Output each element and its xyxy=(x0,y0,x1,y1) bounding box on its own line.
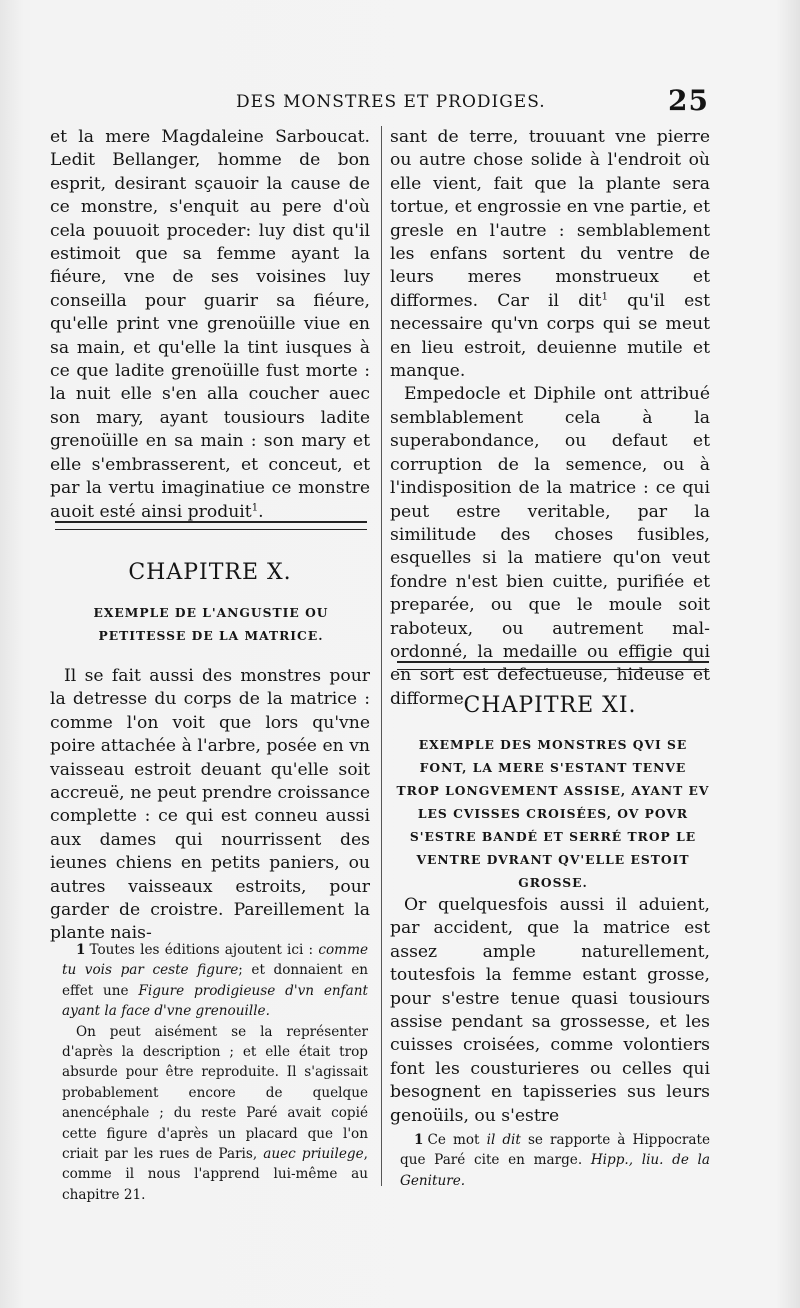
right-text: qu'il est necessaire qu'vn corps qui se meut en lieu estroit, deuienne mutile et manque. xyxy=(390,290,710,382)
chapter-x-body xyxy=(50,665,370,946)
chapter-xi-subtitle: EXEMPLE DES MONSTRES QVI SE FONT, LA MERE S'ESTANT TENVE TROP LONGVEMENT ASSISE, AYANT EV LES CVISSES CROISÉES, OV POVR S'ESTRE BANDÉ ET SERRÉ TROP LE VENTRE DVRANT QV'ELLE ESTOIT GROSSE. xyxy=(396,737,710,890)
chapter-x-title: CHAPITRE X. xyxy=(128,560,292,585)
column-divider xyxy=(381,126,382,1186)
right-paragraph-2: Empedocle et Diphile ont attribué semblablement cela à la superabondance, ou defaut et corruption de la semence, ou à l'indisposition de la matrice : ce qui peut estre veritable, par la similitude des choses fusibles, esquelles si la matiere qu'on veut fondre n'est bien cuitte, purifiée et preparée, ou que le moule soit raboteux, ou autrement mal-ordonné, la medaille ou effigie qui en sort est defectueuse, hideuse et difforme. xyxy=(390,384,710,709)
chapter-xi-body xyxy=(390,894,710,1128)
footnote-para-1 xyxy=(62,940,368,1022)
left-text: et la mere Magdaleine Sarboucat. Ledit Bellanger, homme de bon esprit, desirant sçauoir la cause de ce monstre, s'enquit au pere d'où cela pouuoit proceder: luy dist qu'il estimoit que sa femme ayant la fiéure, vne de ses voisines luy conseilla pour guarir sa fiéure, qu'elle print vne grenoüille viue en sa main, et qu'elle la tint iusques à ce que ladite grenoüille fust morte : la nuit elle s'en alla coucher auec son mary, ayant tousiours ladite grenoüille en sa main : son mary et elle s'embrasserent, et conceut, et par la vertu imaginatiue ce monstre auoit esté ainsi produit xyxy=(50,127,370,522)
footnote-italic: auec priuilege xyxy=(263,1146,364,1163)
page-number: 25 xyxy=(668,84,709,117)
footnote-italic: Hipp., liu. de la Geniture. xyxy=(400,1152,711,1189)
note-ref-1: 1 xyxy=(251,501,259,513)
right-footnote xyxy=(400,1130,710,1191)
footnote-text: Toutes les éditions ajoutent ici : xyxy=(89,942,319,958)
chapter-rule-left xyxy=(55,521,367,530)
note-ref-1: 1 xyxy=(601,291,608,303)
footnote-italic: comme tu vois par ceste figure xyxy=(62,942,368,979)
left-column xyxy=(50,126,370,524)
footnote-text: On peut aisément se la représenter d'après la description ; et elle était trop absurde pour être reproduite. Il s'agissait probablement encore de quelque anencéphale ; du reste Paré avait copié cette figure d'après un placard que l'on criait par les rues de Paris, xyxy=(62,1023,368,1163)
right-text: sant de terre, trouuant vne pierre ou autre chose solide à l'endroit où elle vient, fait que la plante sera tortue, et engrossie en vne partie, et gresle en l'autre : semblablement les enfans sortent du ventre de leurs meres monstrueux et difformes. Car il dit xyxy=(390,127,710,311)
chapter-x-subtitle: EXEMPLE DE L'ANGUSTIE OU PETITESSE DE LA MATRICE. xyxy=(93,605,329,643)
footnote-text: se rapporte à Hippocrate que Paré cite en marge. xyxy=(400,1132,710,1169)
right-column xyxy=(390,126,710,711)
chapter-xi-title: CHAPITRE XI. xyxy=(463,693,637,718)
footnote-para xyxy=(400,1130,710,1191)
footnote-number: 1 xyxy=(414,1132,424,1148)
footnote-text: Ce mot xyxy=(427,1132,487,1148)
chapter-rule-right xyxy=(397,661,709,670)
footnote-text: , comme il nous l'apprend lui-même au chapitre 21. xyxy=(62,1146,368,1203)
footnote-text: ; et donnaient en effet une xyxy=(62,962,368,999)
sentence-end: . xyxy=(258,501,264,522)
left-footnote xyxy=(62,940,368,1205)
running-title: DES MONSTRES ET PRODIGES. xyxy=(236,92,546,112)
page-header xyxy=(0,84,800,120)
right-paragraph-1 xyxy=(390,126,710,383)
footnote-italic: il dit xyxy=(486,1132,521,1148)
chapter-xi-paragraph: Or quelquesfois aussi il aduient, par accident, que la matrice est assez ample naturellement, toutesfois la femme estant grosse, pour s'estre tenue quasi tousiours assise pendant sa grossesse, et les cuisses croisées, comme volontiers font les cousturieres ou celles qui besognent en tapisseries sus leurs genoüils, ou s'estre xyxy=(390,895,710,1126)
chapter-x-paragraph: Il se fait aussi des monstres pour la detresse du corps de la matrice : comme l'on voit que lors qu'vne poire attachée à l'arbre, posée en vn vaisseau estroit deuant qu'elle soit accreuë, ne peut prendre croissance complette : ce qui est conneu aussi aux dames qui nourrissent des ieunes chiens en petits paniers, ou autres vaisseaux estroits, pour garder de croistre. Pareillement la plante nais- xyxy=(50,666,370,944)
left-paragraph-1 xyxy=(50,126,370,524)
footnote-para-2 xyxy=(62,1022,368,1206)
footnote-italic: Figure prodigieuse d'vn enfant ayant la face d'vne grenouille. xyxy=(62,982,368,1020)
footnote-number: 1 xyxy=(76,942,86,958)
